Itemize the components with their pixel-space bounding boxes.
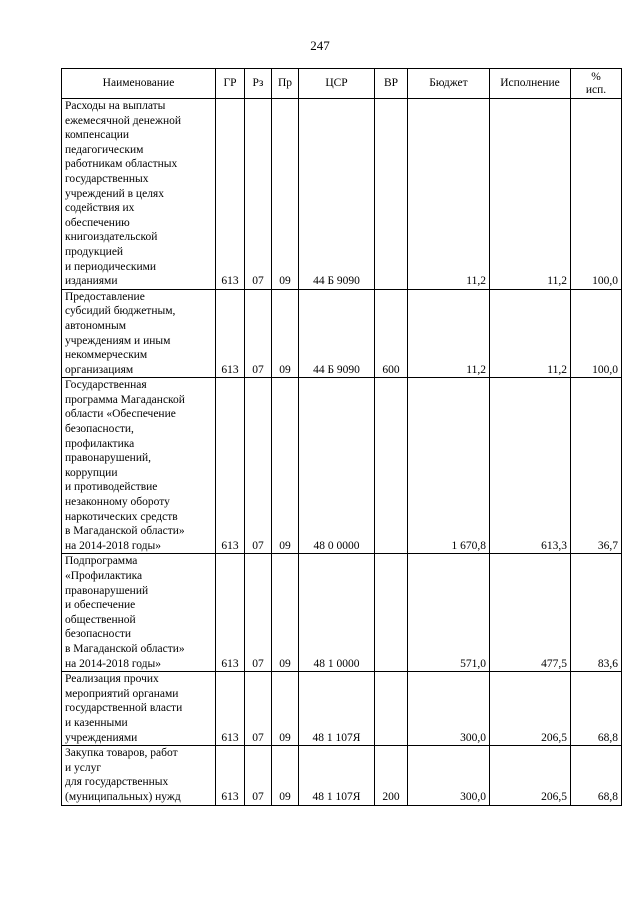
- row-gr: 613: [216, 99, 245, 290]
- table-row: [62, 99, 622, 290]
- table-row: [62, 378, 622, 554]
- row-budget: 1 670,8: [408, 378, 490, 554]
- table-row: [62, 746, 622, 805]
- row-gr: 613: [216, 746, 245, 805]
- row-csr: 44 Б 9090: [299, 99, 375, 290]
- header-rz: Рз: [245, 69, 272, 99]
- row-name: Предоставление субсидий бюджетным, автономным учреждениям и иным некоммерческим организациям: [62, 289, 216, 378]
- row-budget: 11,2: [408, 289, 490, 378]
- row-execution: 206,5: [490, 672, 571, 746]
- row-budget: 571,0: [408, 554, 490, 672]
- row-rz: 07: [245, 289, 272, 378]
- row-execution: 613,3: [490, 378, 571, 554]
- header-name: Наименование: [62, 69, 216, 99]
- row-execution: 477,5: [490, 554, 571, 672]
- header-row: [62, 69, 622, 99]
- row-pr: 09: [272, 672, 299, 746]
- budget-table: [61, 68, 622, 806]
- row-pr: 09: [272, 746, 299, 805]
- row-vr: [375, 554, 408, 672]
- row-percent: 100,0: [571, 99, 622, 290]
- header-percent: % исп.: [571, 69, 622, 99]
- table-row: [62, 289, 622, 378]
- row-csr: 44 Б 9090: [299, 289, 375, 378]
- row-vr: 200: [375, 746, 408, 805]
- row-rz: 07: [245, 99, 272, 290]
- row-rz: 07: [245, 378, 272, 554]
- row-percent: 68,8: [571, 672, 622, 746]
- row-rz: 07: [245, 746, 272, 805]
- row-pr: 09: [272, 289, 299, 378]
- row-percent: 68,8: [571, 746, 622, 805]
- header-csr: ЦСР: [299, 69, 375, 99]
- header-pr: Пр: [272, 69, 299, 99]
- page-number: 247: [310, 38, 330, 53]
- row-name: Закупка товаров, работ и услуг для государственных (муниципальных) нужд: [62, 746, 216, 805]
- table-row: [62, 554, 622, 672]
- row-budget: 300,0: [408, 672, 490, 746]
- row-execution: 11,2: [490, 289, 571, 378]
- row-name: Реализация прочих мероприятий органами государственной власти и казенными учреждениями: [62, 672, 216, 746]
- row-gr: 613: [216, 378, 245, 554]
- row-name: Государственная программа Магаданской области «Обеспечение безопасности, профилактика правонарушений, коррупции и противодействие незаконному обороту наркотических средств в Магаданской области» на 2014-2018 годы»: [62, 378, 216, 554]
- row-csr: 48 1 107Я: [299, 746, 375, 805]
- row-gr: 613: [216, 672, 245, 746]
- row-vr: [375, 99, 408, 290]
- row-gr: 613: [216, 289, 245, 378]
- row-csr: 48 1 0000: [299, 554, 375, 672]
- row-name: Подпрограмма «Профилактика правонарушений и обеспечение общественной безопасности в Магаданской области» на 2014-2018 годы»: [62, 554, 216, 672]
- row-percent: 36,7: [571, 378, 622, 554]
- table-header: [62, 69, 622, 99]
- header-gr: ГР: [216, 69, 245, 99]
- row-name: Расходы на выплаты ежемесячной денежной компенсации педагогическим работникам областных государственных учреждений в целях содействия их обеспечению книгоиздательской продукцией и периодическими изданиями: [62, 99, 216, 290]
- row-pr: 09: [272, 99, 299, 290]
- header-vr: ВР: [375, 69, 408, 99]
- row-rz: 07: [245, 672, 272, 746]
- row-execution: 206,5: [490, 746, 571, 805]
- header-budget: Бюджет: [408, 69, 490, 99]
- row-pr: 09: [272, 378, 299, 554]
- row-execution: 11,2: [490, 99, 571, 290]
- row-vr: [375, 378, 408, 554]
- header-execution: Исполнение: [490, 69, 571, 99]
- row-budget: 11,2: [408, 99, 490, 290]
- row-percent: 100,0: [571, 289, 622, 378]
- row-percent: 83,6: [571, 554, 622, 672]
- row-rz: 07: [245, 554, 272, 672]
- row-vr: [375, 672, 408, 746]
- row-budget: 300,0: [408, 746, 490, 805]
- table-row: [62, 672, 622, 746]
- row-csr: 48 0 0000: [299, 378, 375, 554]
- row-vr: 600: [375, 289, 408, 378]
- table-body: [62, 99, 622, 806]
- row-gr: 613: [216, 554, 245, 672]
- row-csr: 48 1 107Я: [299, 672, 375, 746]
- row-pr: 09: [272, 554, 299, 672]
